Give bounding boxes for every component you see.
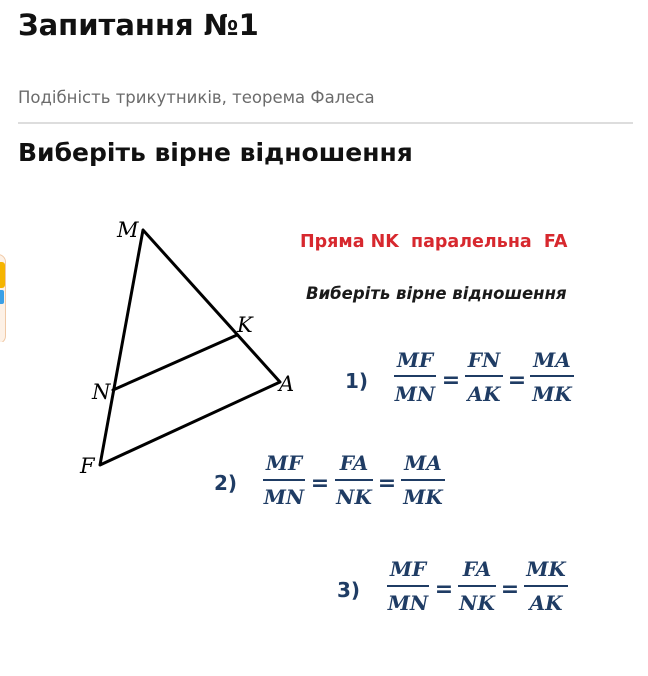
equals-sign: = bbox=[441, 368, 461, 393]
fraction bbox=[458, 557, 496, 615]
vertex-label-f: F bbox=[80, 454, 95, 478]
fraction-denominator: MN bbox=[263, 485, 305, 509]
option-number: 3) bbox=[337, 578, 361, 602]
fraction bbox=[335, 451, 373, 509]
fraction bbox=[524, 557, 568, 615]
segment-nk bbox=[113, 335, 237, 390]
fraction-denominator: NK bbox=[336, 485, 372, 509]
fraction-denominator: MN bbox=[394, 382, 436, 406]
fraction bbox=[387, 557, 429, 615]
vertex-label-a: A bbox=[279, 372, 295, 396]
fraction-denominator: MK bbox=[532, 382, 572, 406]
triangle-diagram bbox=[100, 230, 280, 465]
fraction-numerator: FA bbox=[462, 557, 492, 581]
fraction bbox=[394, 348, 436, 406]
fraction-numerator: MF bbox=[265, 451, 303, 475]
equals-sign: = bbox=[434, 577, 454, 602]
option-1[interactable] bbox=[345, 348, 574, 406]
equals-sign: = bbox=[310, 471, 330, 496]
instruction-text: Виберіть вірне відношення bbox=[306, 284, 567, 303]
fraction-denominator: AK bbox=[467, 382, 501, 406]
topic-label: Подібність трикутників, теорема Фалеса bbox=[18, 88, 375, 107]
question-text: Виберіть вірне відношення bbox=[18, 138, 413, 167]
fraction-numerator: MA bbox=[533, 348, 571, 372]
option-number: 2) bbox=[214, 471, 238, 495]
fraction bbox=[263, 451, 305, 509]
vertex-label-m: M bbox=[117, 218, 139, 242]
equals-sign: = bbox=[507, 368, 527, 393]
fraction-denominator: MK bbox=[403, 485, 443, 509]
fraction-denominator: MN bbox=[387, 591, 429, 615]
condition-text: Пряма NK паралельна FA bbox=[300, 232, 568, 252]
vertex-label-n: N bbox=[92, 380, 111, 404]
option-2[interactable] bbox=[214, 451, 445, 509]
fraction-numerator: MF bbox=[396, 348, 434, 372]
fraction-denominator: NK bbox=[459, 591, 495, 615]
equals-sign: = bbox=[377, 471, 397, 496]
fraction-numerator: MK bbox=[526, 557, 566, 581]
equals-sign: = bbox=[500, 577, 520, 602]
fraction bbox=[465, 348, 503, 406]
vertex-label-k: K bbox=[237, 313, 253, 337]
fraction bbox=[530, 348, 574, 406]
fraction bbox=[401, 451, 445, 509]
fraction-denominator: AK bbox=[529, 591, 563, 615]
fraction-numerator: MF bbox=[389, 557, 427, 581]
question-number: Запитання №1 bbox=[18, 8, 259, 42]
option-number: 1) bbox=[345, 369, 369, 393]
fraction-numerator: FA bbox=[339, 451, 369, 475]
triangle-mfa bbox=[100, 230, 280, 465]
fraction-numerator: FN bbox=[467, 348, 501, 372]
fraction-numerator: MA bbox=[404, 451, 442, 475]
option-3[interactable] bbox=[337, 557, 568, 615]
